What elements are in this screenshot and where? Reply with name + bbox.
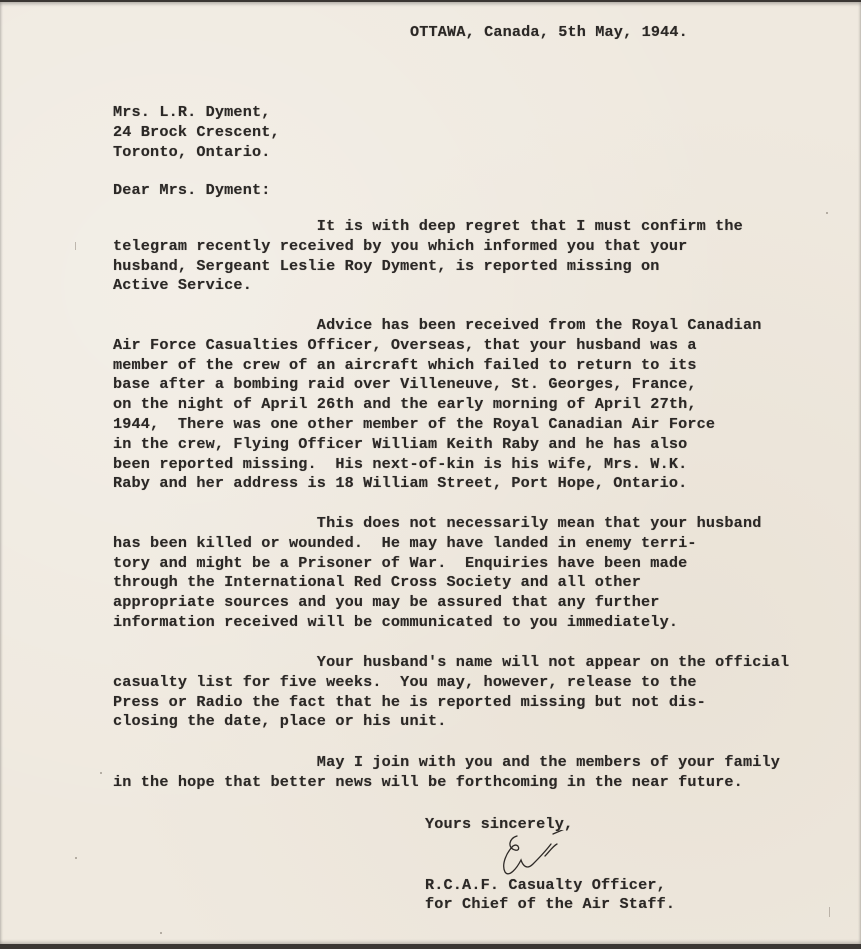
- text-line: closing the date, place or his unit.: [113, 712, 447, 731]
- recipient-city: Toronto, Ontario.: [113, 143, 271, 161]
- signatory-title: R.C.A.F. Casualty Officer,: [425, 876, 666, 894]
- text-line: in the crew, Flying Officer William Keith Raby and he has also: [113, 434, 688, 453]
- text-line: in the hope that better news will be forthcoming in the near future.: [113, 772, 743, 791]
- dateline: OTTAWA, Canada, 5th May, 1944.: [410, 23, 688, 41]
- text-line: casualty list for five weeks. You may, however, release to the: [113, 672, 697, 691]
- text-line: This does not necessarily mean that your husband: [113, 514, 762, 532]
- text-line: base after a bombing raid over Villeneuve, St. Georges, France,: [113, 375, 697, 394]
- text-line: May I join with you and the members of your family: [113, 753, 781, 771]
- paragraph-3: [113, 514, 813, 633]
- signature-icon: [495, 830, 575, 880]
- paper-mark: [75, 242, 76, 250]
- paper-speck: [75, 857, 77, 859]
- text-line: tory and might be a Prisoner of War. Enquiries have been made: [113, 553, 688, 572]
- text-line: has been killed or wounded. He may have landed in enemy terri-: [113, 533, 697, 552]
- paper-speck: [160, 932, 162, 934]
- paragraph-5: [113, 753, 813, 793]
- closing: Yours sincerely,: [425, 815, 574, 833]
- text-line: husband, Sergeant Leslie Roy Dyment, is reported missing on: [113, 256, 660, 275]
- text-line: appropriate sources and you may be assured that any further: [113, 593, 660, 612]
- text-line: Advice has been received from the Royal Canadian: [113, 316, 762, 334]
- paragraph-2: [113, 316, 813, 494]
- text-line: been reported missing. His next-of-kin is his wife, Mrs. W.K.: [113, 454, 688, 473]
- text-line: on the night of April 26th and the early morning of April 27th,: [113, 395, 697, 414]
- text-line: It is with deep regret that I must confirm the: [113, 217, 743, 235]
- text-line: Raby and her address is 18 William Street, Port Hope, Ontario.: [113, 474, 688, 493]
- paper-speck: [100, 772, 102, 774]
- paragraph-1: [113, 217, 813, 296]
- text-line: information received will be communicated to you immediately.: [113, 612, 679, 631]
- paragraph-4: [113, 653, 813, 732]
- text-line: 1944, There was one other member of the Royal Canadian Air Force: [113, 414, 716, 433]
- salutation: Dear Mrs. Dyment:: [113, 181, 271, 199]
- recipient-name: Mrs. L.R. Dyment,: [113, 103, 271, 121]
- text-line: Your husband's name will not appear on the official: [113, 653, 790, 671]
- paper-mark: [829, 907, 830, 917]
- text-line: member of the crew of an aircraft which failed to return to its: [113, 355, 697, 374]
- text-line: Air Force Casualties Officer, Overseas, that your husband was a: [113, 335, 697, 354]
- paper-speck: [826, 212, 828, 214]
- text-line: Active Service.: [113, 276, 252, 295]
- signatory-on-behalf: for Chief of the Air Staff.: [425, 895, 676, 913]
- letter-page: [0, 2, 861, 944]
- text-line: telegram recently received by you which informed you that your: [113, 236, 688, 255]
- text-line: Press or Radio the fact that he is reported missing but not dis-: [113, 692, 706, 711]
- text-line: through the International Red Cross Society and all other: [113, 573, 642, 592]
- recipient-street: 24 Brock Crescent,: [113, 123, 280, 141]
